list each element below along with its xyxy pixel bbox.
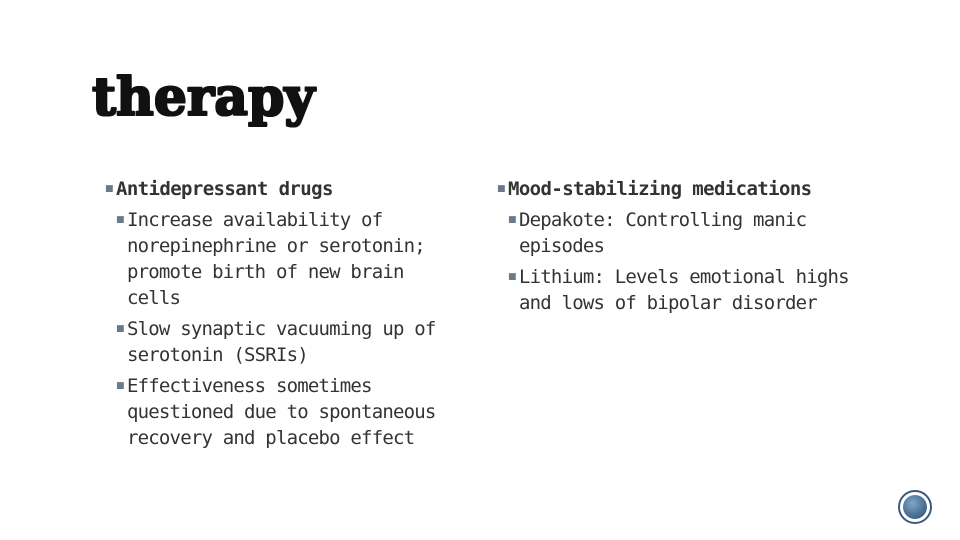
list-item: ■ Slow synaptic vacuuming up of serotonin (SSRIs) — [116, 318, 436, 366]
list-item: ■ Depakote: Controlling manic episodes — [508, 209, 807, 257]
slide-title — [92, 67, 315, 128]
square-bullet-icon: ■ — [497, 184, 505, 194]
square-bullet-icon: ■ — [116, 324, 124, 334]
left-column — [105, 176, 446, 451]
heading-text: Mood-stabilizing medications — [508, 178, 812, 200]
list-item: ■ Lithium: Levels emotional highs and lows of bipolar disorder — [508, 266, 849, 314]
square-bullet-icon: ■ — [116, 215, 124, 225]
heading-text: Antidepressant drugs — [116, 178, 333, 200]
bullet-heading-mood-stabilizers — [497, 176, 868, 202]
square-bullet-icon: ■ — [116, 381, 124, 391]
bullet-heading-antidepressants — [105, 176, 446, 202]
list-item: ■ Increase availability of norepinephrine or serotonin; promote birth of new brain cells — [116, 209, 425, 309]
square-bullet-icon: ■ — [508, 215, 516, 225]
right-column — [497, 176, 868, 316]
sub-bullet-list — [116, 207, 446, 451]
badge-inner — [903, 495, 927, 519]
list-item: ■ Effectiveness sometimes questioned due to spontaneous recovery and placebo effect — [116, 375, 436, 449]
square-bullet-icon: ■ — [508, 272, 516, 282]
slide-badge-icon — [898, 490, 932, 524]
square-bullet-icon: ■ — [105, 184, 113, 194]
slide-title-text: therapy — [92, 67, 315, 128]
sub-bullet-list — [508, 207, 868, 316]
